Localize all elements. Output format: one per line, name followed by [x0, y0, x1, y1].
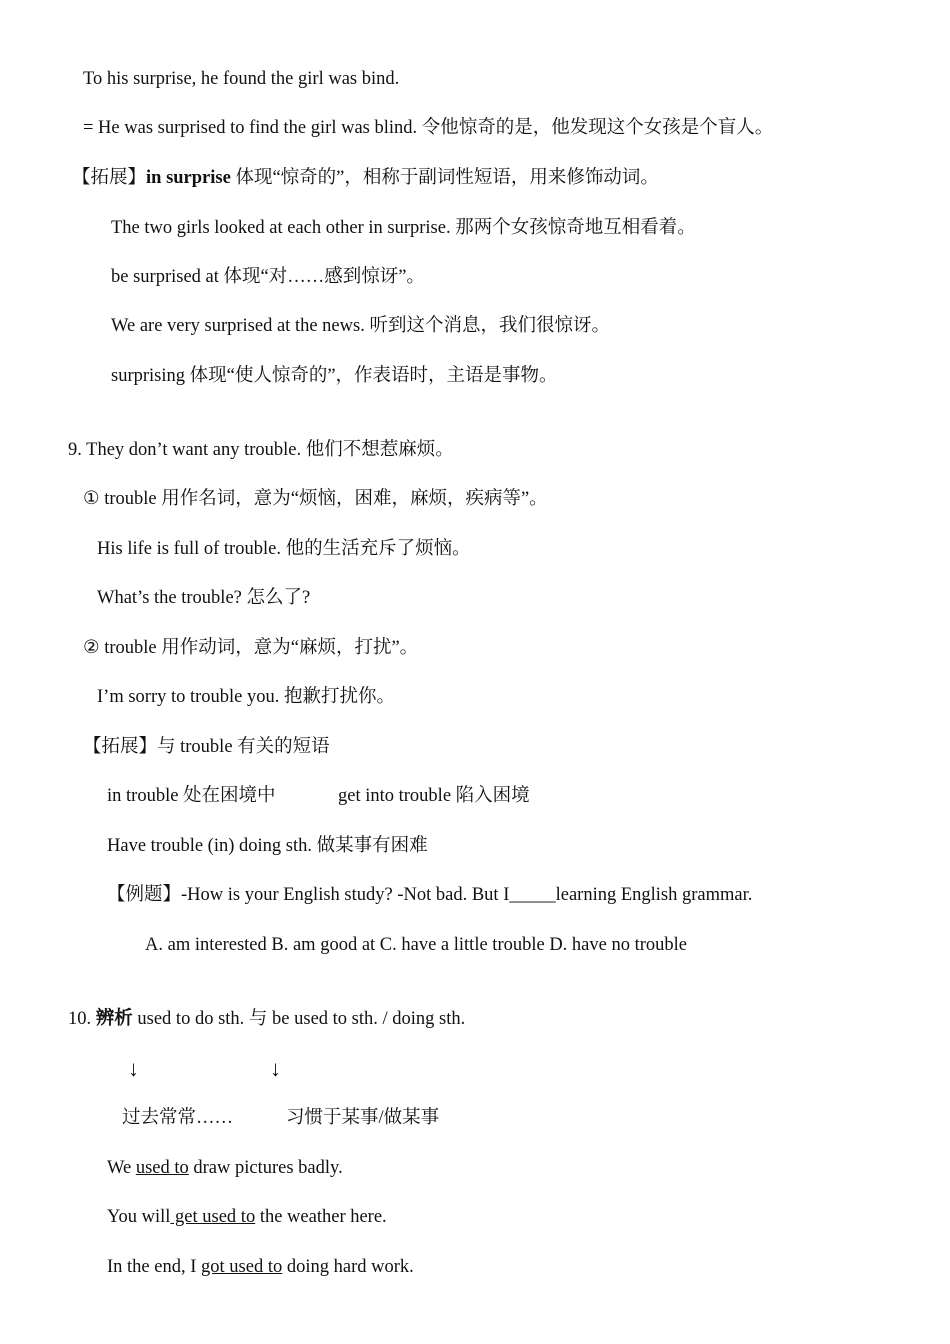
- down-arrow-icon: ↓: [128, 1056, 139, 1081]
- item-9-heading: 9. They don’t want any trouble. 他们不想惹麻烦。: [68, 440, 454, 460]
- note-line: surprising 体现“使人惊奇的”，作表语时，主语是事物。: [111, 366, 558, 386]
- phrase-have-trouble: Have trouble (in) doing sth. 做某事有困难: [107, 836, 428, 856]
- example-sentence: His life is full of trouble. 他的生活充斥了烦恼。: [97, 539, 471, 559]
- note-line: ② trouble 用作动词，意为“麻烦，打扰”。: [83, 638, 419, 658]
- exercise-question: 【例题】-How is your English study? -Not bad. But I_____learning English grammar.: [107, 885, 753, 905]
- meaning-be-used-to: 习惯于某事/做某事: [286, 1108, 440, 1128]
- example-sentence: We used to draw pictures badly.: [107, 1158, 343, 1178]
- down-arrow-icon: ↓: [270, 1056, 281, 1081]
- underlined-phrase: get used to: [170, 1207, 256, 1227]
- extension-tag: 【拓展】: [72, 168, 147, 188]
- phrase-get-into-trouble: get into trouble 陷入困境: [338, 786, 530, 806]
- distinguish-label: 辨析: [95, 1009, 133, 1029]
- example-sentence: To his surprise, he found the girl was bind.: [83, 69, 400, 89]
- example-sentence: I’m sorry to trouble you. 抱歉打扰你。: [97, 687, 396, 707]
- comparison-text: used to do sth. 与 be used to sth. / doing sth.: [132, 1009, 466, 1029]
- underlined-phrase: used to: [135, 1158, 189, 1178]
- extension-note: 【拓展】与 trouble 有关的短语: [83, 737, 330, 757]
- underlined-phrase: got used to: [201, 1257, 283, 1277]
- item-number: 10.: [68, 1009, 96, 1029]
- example-sentence: We are very surprised at the news. 听到这个消息，我们很惊讶。: [111, 316, 610, 336]
- example-sentence: What’s the trouble? 怎么了?: [97, 588, 311, 608]
- exercise-options: A. am interested B. am good at C. have a little trouble D. have no trouble: [145, 935, 688, 955]
- phrase-bold: in surprise: [146, 168, 231, 188]
- meaning-used-to: 过去常常……: [122, 1108, 234, 1128]
- extension-text: 体现“惊奇的”，相称于副词性短语，用来修饰动词。: [230, 168, 659, 188]
- example-sentence: You will get used to the weather here.: [107, 1207, 387, 1227]
- example-sentence: = He was surprised to find the girl was blind. 令他惊奇的是，他发现这个女孩是个盲人。: [83, 118, 774, 138]
- note-line: ① trouble 用作名词，意为“烦恼，困难，麻烦，疾病等”。: [83, 489, 548, 509]
- example-sentence: The two girls looked at each other in surprise. 那两个女孩惊奇地互相看着。: [111, 218, 696, 238]
- note-line: be surprised at 体现“对……感到惊讶”。: [111, 267, 425, 287]
- extension-note: [72, 166, 659, 190]
- item-10-heading: [68, 1007, 465, 1031]
- phrase-in-trouble: in trouble 处在困境中: [107, 786, 276, 806]
- example-sentence: In the end, I got used to doing hard work.: [107, 1257, 414, 1277]
